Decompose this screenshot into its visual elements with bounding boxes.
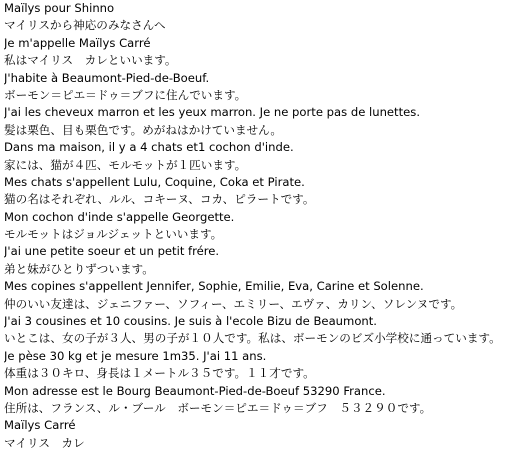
text-line: Dans ma maison, il y a 4 chats et1 cochon d'inde. [4,140,294,155]
letter-text [4,0,518,452]
text-line: 家には、猫が４匹、モルモットが１匹います。 [4,157,247,172]
text-line: モルモットはジョルジェットといいます。 [4,227,223,242]
text-line: 私はマイリス カレといいます。 [4,53,177,68]
text-line: J'ai les cheveux marron et les yeux marron. Je ne porte pas de lunettes. [4,105,421,120]
text-line: Maïlys Carré [4,418,76,433]
text-line: 髪は栗色、目も栗色です。めがねはかけていません。 [4,122,283,137]
text-line: Mon adresse est le Bourg Beaumont-Pied-de-Boeuf 53290 France. [4,383,386,398]
text-line: J'ai 3 cousines et 10 cousins. Je suis à l'ecole Bizu de Beaumont. [4,314,377,329]
text-line: Mes chats s'appellent Lulu, Coquine, Coka et Pirate. [4,174,305,189]
text-line: 猫の名はそれぞれ、ルル、コキーヌ、コカ、ピラートです。 [4,192,315,207]
text-line: マイリス カレ [4,435,85,450]
text-line: Maïlys pour Shinno [4,1,115,15]
text-line: J'ai une petite soeur et un petit frére. [4,244,220,259]
text-line: Je m'appelle Maïlys Carré [4,35,151,50]
text-line: 仲のいい友達は、ジェニファー、ソフィー、エミリー、エヴァ、カリン、ソレンヌです。 [4,296,463,311]
text-line: J'habite à Beaumont-Pied-de-Boeuf. [4,70,210,85]
text-line: Je pèse 30 kg et je mesure 1m35. J'ai 11 ans. [4,348,267,363]
text-line: ボーモン＝ピエ＝ドゥ＝ブフに住んでいます。 [4,87,247,102]
text-line: 住所は、フランス、ル・ブール ボーモン＝ピエ＝ドゥ＝ブフ ５３２９０です。 [4,400,432,415]
text-line: 弟と妹がひとりずついます。 [4,261,154,276]
text-line: Mon cochon d'inde s'appelle Georgette. [4,209,235,224]
text-line: マイリスから神応のみなさんへ [4,18,166,33]
text-line: 体重は３０キロ、身長は１メートル３５です。１１才です。 [4,366,315,381]
text-line: Mes copines s'appellent Jennifer, Sophie, Emilie, Eva, Carine et Solenne. [4,279,424,294]
text-line: いとこは、女の子が３人、男の子が１０人です。私は、ボーモンのビズ小学校に通っています。 [4,331,501,346]
